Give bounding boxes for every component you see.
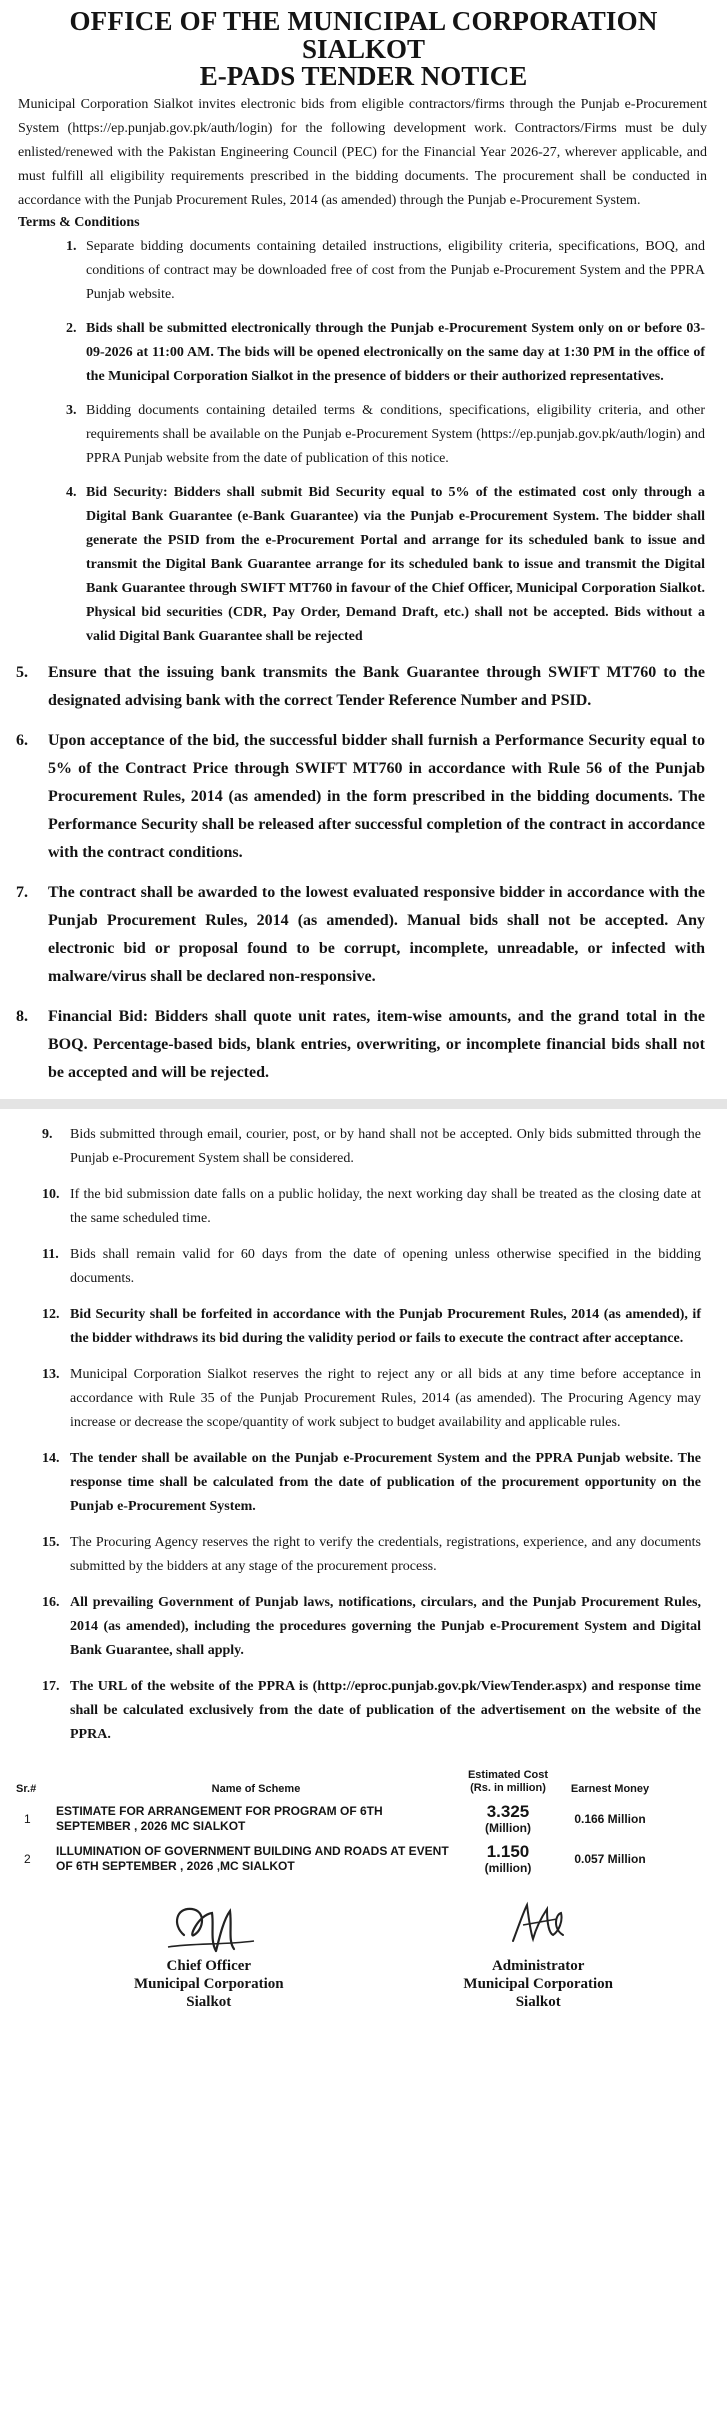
row-cost [456,1803,560,1835]
term-text: Bids shall be submitted electronically through the Punjab e-Procurement System only on or before 03-09-2026 at 11:00 AM. The bids will be opened electronically on the same day at 1:30 PM in the office of the Municipal Corporation Sialkot in the presence of bidders or their authorized representatives. [86,320,705,384]
term-number: 5. [16,663,28,681]
term-text: All prevailing Government of Punjab laws, notifications, circulars, and the Punjab Procurement Rules, 2014 (as amended), including the procedures governing the Punjab e-Procurement System and Digital Bank Guarantee, shall apply. [70,1594,701,1658]
notice-header [14,8,713,91]
header-cost [456,1769,560,1795]
notice-title: E-PADS TENDER NOTICE [199,61,528,92]
term-number: 7. [16,883,28,901]
term-item [14,1003,705,1087]
table-header [16,1769,707,1795]
terms-list-part-1 [14,235,713,649]
term-number: 9. [42,1126,53,1142]
term-item [14,1363,701,1435]
intro-text: Municipal Corporation Sialkot invites electronic bids from eligible contractors/firms through the Punjab e-Procurement System (https://ep.punjab.gov.pk/auth/login) for the following development work. Contractors/Firms must be duly enlisted/renewed with the Pakistan Engineering Council (PEC) for the Financial Year 2026-27, wherever applicable, and must fulfill all eligibility requirements prescribed in the bidding documents. The procurement shall be conducted in accordance with the Punjab Procurement Rules, 2014 (as amended) through the Punjab e-Procurement System. [18,96,707,208]
term-number: 6. [16,731,28,749]
row-cost-unit: (Million) [485,1820,531,1835]
table-row [16,1843,707,1875]
header-cost-line1: Estimated Cost [467,1768,549,1781]
term-text: Municipal Corporation Sialkot reserves the right to reject any or all bids at any time before acceptance in accordance with Rule 35 of the Punjab Procurement Rules, 2014 (as amended). The Procuring Agency may increase or decrease the scope/quantity of work subject to budget availability and applicable rules. [70,1366,701,1430]
term-text: Separate bidding documents containing detailed instructions, eligibility criteria, specifications, BOQ, and conditions of contract may be downloaded free of cost from the Punjab e-Procurement System and the PPRA Punjab website. [86,238,705,302]
row-sr: 1 [24,1811,31,1826]
term-item [14,1675,701,1747]
term-number: 13. [42,1366,60,1382]
intro-paragraph [18,93,707,213]
term-text: If the bid submission date falls on a public holiday, the next working day shall be treated as the closing date at the same scheduled time. [70,1186,701,1226]
signature-block [14,1895,713,2011]
header-sr: Sr.# [16,1782,37,1795]
chief-officer-title: Chief Officer [166,1957,252,1974]
table-row [16,1803,707,1835]
term-number: 12. [42,1306,60,1322]
row-cost-unit: (million) [484,1860,532,1875]
chief-officer-signature [134,1895,284,2011]
header-cost-line2: (Rs. in million) [470,1781,546,1794]
term-item [14,1303,701,1351]
term-item [14,1531,701,1579]
city-title: SIALKOT [301,33,426,64]
term-number: 3. [66,402,77,418]
header-money: Earnest Money [570,1782,650,1795]
term-item [14,235,705,307]
term-text: The tender shall be available on the Punjab e-Procurement System and the PPRA Punjab website. The response time shall be calculated from the date of publication of the procurement opportunity on the Punjab e-Procurement System. [70,1450,701,1514]
term-text: Bid Security shall be forfeited in accordance with the Punjab Procurement Rules, 2014 (as amended), if the bidder withdraws its bid during the validity period or fails to execute the contract after acceptance. [70,1306,701,1346]
row-cost-value: 3.325 [486,1801,530,1821]
term-item [14,879,705,991]
term-number: 15. [42,1534,60,1550]
row-name: ILLUMINATION OF GOVERNMENT BUILDING AND ROADS AT EVENT OF 6TH SEPTEMBER , 2026 ,MC SIALKOT [56,1843,449,1873]
term-number: 10. [42,1186,60,1202]
administrator-org: Municipal Corporation [463,1975,613,1992]
term-text: Upon acceptance of the bid, the successful bidder shall furnish a Performance Security equal to 5% of the Contract Price through SWIFT MT760 in accordance with Rule 56 of the Punjab Procurement Rules, 2014 (as amended) in the form prescribed in the bidding documents. The Performance Security shall be released after successful completion of the contract in accordance with the contract conditions. [48,731,705,861]
term-item [14,317,705,389]
term-number: 14. [42,1450,60,1466]
office-title: OFFICE OF THE MUNICIPAL CORPORATION [69,6,658,36]
term-text: The URL of the website of the PPRA is (http://eproc.punjab.gov.pk/ViewTender.aspx) and response time shall be calculated exclusively from the date of publication of the advertisement on the website of the PPRA. [70,1678,701,1742]
row-money: 0.057 Million [574,1851,646,1866]
term-number: 8. [16,1007,28,1025]
term-item [14,1591,701,1663]
row-money: 0.166 Million [574,1811,646,1826]
term-item [14,727,705,867]
row-cost [456,1843,560,1875]
terms-list-part-3 [14,1123,713,1747]
schemes-table [16,1769,707,1875]
term-text: Bids shall remain valid for 60 days from the date of opening unless otherwise specified in the bidding documents. [70,1246,701,1286]
term-item [14,1447,701,1519]
administrator-signature [463,1895,613,2011]
term-text: Bids submitted through email, courier, post, or by hand shall not be accepted. Only bids submitted through the Punjab e-Procurement System shall be considered. [70,1126,701,1166]
administrator-title: Administrator [491,1957,585,1974]
handwritten-signature-administrator [483,1895,593,1957]
term-item [14,1123,701,1171]
term-number: 11. [42,1246,59,1262]
term-item [14,481,705,649]
term-text: The contract shall be awarded to the lowest evaluated responsive bidder in accordance with the Punjab Procurement Rules, 2014 (as amended). Manual bids shall not be accepted. Any electronic bid or proposal found to be corrupt, incomplete, unreadable, or infected with malware/virus shall be declared non-responsive. [48,883,705,985]
administrator-city: Sialkot [515,1993,561,2010]
chief-officer-org: Municipal Corporation [134,1975,284,1992]
term-item [14,1243,701,1291]
term-text: Financial Bid: Bidders shall quote unit rates, item-wise amounts, and the grand total in the BOQ. Percentage-based bids, blank entries, overwriting, or incomplete financial bids shall not be accepted and will be rejected. [48,1007,705,1081]
term-number: 2. [66,320,77,336]
header-name: Name of Scheme [211,1782,301,1795]
row-name: ESTIMATE FOR ARRANGEMENT FOR PROGRAM OF 6TH SEPTEMBER , 2026 MC SIALKOT [56,1803,383,1833]
term-text: Bidding documents containing detailed terms & conditions, specifications, eligibility criteria, and other requirements shall be available on the Punjab e-Procurement System (https://ep.punjab.gov.pk/auth/login) and PPRA Punjab website from the date of publication of this notice. [86,402,705,466]
term-text: The Procuring Agency reserves the right to verify the credentials, registrations, experience, and any documents submitted by the bidders at any stage of the procurement process. [70,1534,701,1574]
term-item [14,399,705,471]
handwritten-signature-chief-officer [154,1895,264,1957]
row-sr: 2 [24,1851,31,1866]
term-number: 17. [42,1678,60,1694]
terms-heading: Terms & Conditions [18,214,140,230]
term-item [14,659,705,715]
term-number: 16. [42,1594,60,1610]
term-text: Bid Security: Bidders shall submit Bid Security equal to 5% of the estimated cost only through a Digital Bank Guarantee (e-Bank Guarantee) via the Punjab e-Procurement System. The bidder shall generate the PSID from the e-Procurement Portal and arrange for its scheduled bank to issue and transmit the Digital Bank Guarantee arrange for its scheduled bank to issue and transmit the Digital Bank Guarantee through SWIFT MT760 in favour of the Chief Officer, Municipal Corporation Sialkot. Physical bid securities (CDR, Pay Order, Demand Draft, etc.) shall not be accepted. Bids without a valid Digital Bank Guarantee shall be rejected [86,484,705,644]
term-number: 4. [66,484,77,500]
terms-list-part-2 [14,659,713,1087]
chief-officer-city: Sialkot [186,1993,232,2010]
row-cost-value: 1.150 [486,1841,530,1861]
term-text: Ensure that the issuing bank transmits the Bank Guarantee through SWIFT MT760 to the designated advising bank with the correct Tender Reference Number and PSID. [48,663,705,709]
term-number: 1. [66,238,77,254]
page-join-divider [0,1099,727,1109]
term-item [14,1183,701,1231]
